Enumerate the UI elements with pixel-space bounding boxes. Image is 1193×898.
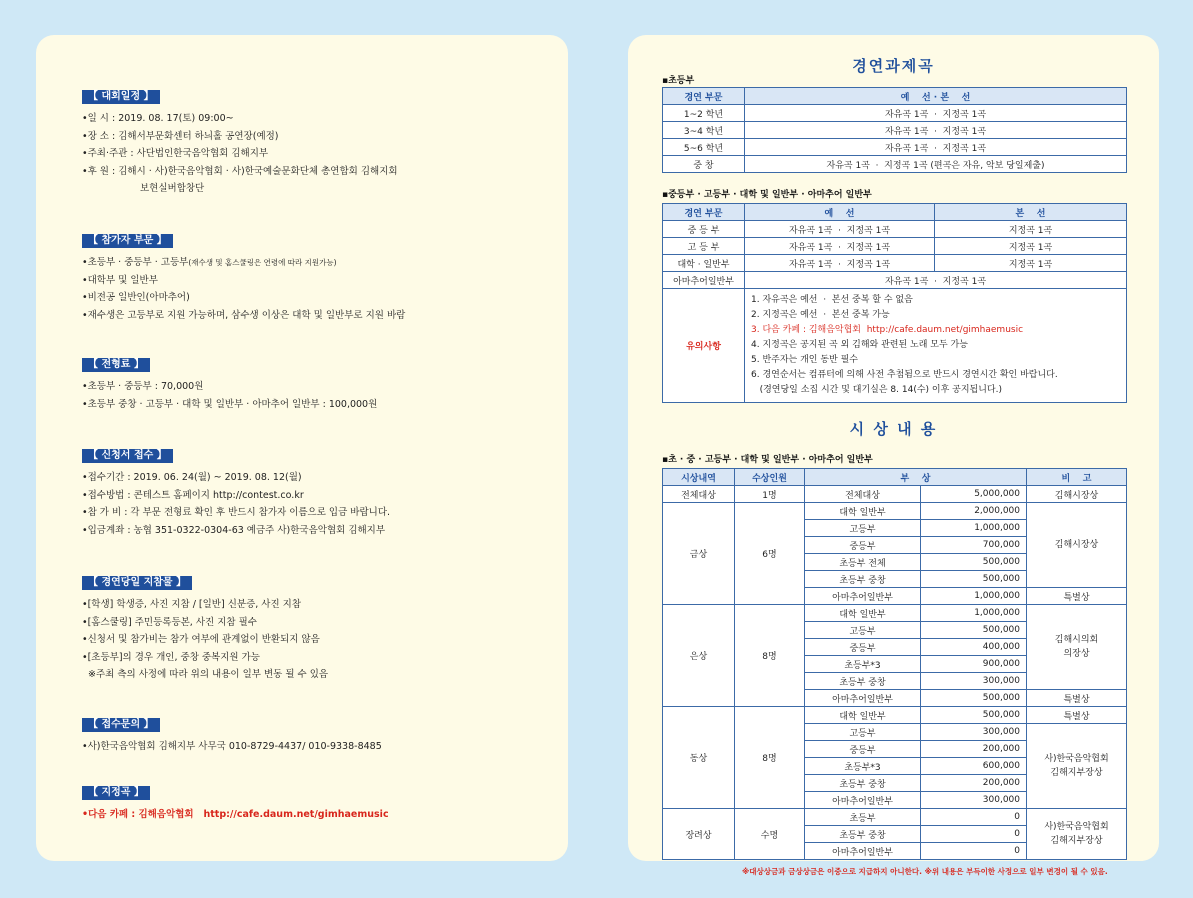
notes-label: 유의사항 <box>663 289 745 403</box>
note-line: 4. 지정곡은 공지된 곡 외 김해와 관련된 노래 모두 가능 <box>751 340 968 350</box>
cell: 자유곡 1곡 · 지정곡 1곡 <box>745 105 1127 122</box>
section-title: 【 전형료 】 <box>82 358 150 372</box>
participants-section <box>82 228 542 324</box>
award-note-cell: 김해시장상 <box>1027 503 1127 588</box>
award-note-cell: 김해시의회 의장상 <box>1027 605 1127 690</box>
section-title: 【 지정곡 】 <box>82 786 150 800</box>
fee-section <box>82 352 542 413</box>
award-label: ▪초 · 중 · 고등부 · 대학 및 일반부 · 아마추어 일반부 <box>662 455 873 465</box>
mid-label: ▪중등부 · 고등부 · 대학 및 일반부 · 아마추어 일반부 <box>662 190 872 200</box>
award-category-cell: 아마추어일반부 <box>805 690 921 707</box>
table-row <box>663 707 1127 724</box>
awards-title: 시 상 내 용 <box>849 420 938 438</box>
cell: 1~2 학년 <box>663 105 745 122</box>
text-line: •재수생은 고등부로 지원 가능하며, 삼수생 이상은 대학 및 일반부로 지원 바람 <box>82 309 406 321</box>
award-count-cell: 8명 <box>735 605 805 707</box>
award-amount-cell: 0 <box>921 809 1027 826</box>
award-name-cell: 은상 <box>663 605 735 707</box>
award-amount-cell: 300,000 <box>921 724 1027 741</box>
award-amount-cell: 700,000 <box>921 537 1027 554</box>
award-category-cell: 중등부 <box>805 639 921 656</box>
award-category-cell: 고등부 <box>805 520 921 537</box>
table-row <box>663 238 1127 255</box>
text-line: •주최·주관 : 사단법인한국음악협회 김해지부 <box>82 148 269 159</box>
cell: 자유곡 1곡 · 지정곡 1곡 <box>745 238 935 255</box>
guide-lines <box>82 596 542 684</box>
cell: 김해시장상 <box>1027 486 1127 503</box>
col-header: 비 고 <box>1027 469 1127 486</box>
award-amount-cell: 900,000 <box>921 656 1027 673</box>
award-amount-cell: 600,000 <box>921 758 1027 775</box>
table-row <box>663 221 1127 238</box>
text-line: •참 가 비 : 각 부문 전형료 확인 후 반드시 참가자 이름으로 입금 바랍니다. <box>82 507 391 518</box>
text-line: •사)한국음악협회 김해지부 사무국 010-8729-4437/ 010-9338-8485 <box>82 741 382 752</box>
award-table <box>662 468 1127 860</box>
cell: 전체대상 <box>663 486 735 503</box>
text-line: •후 원 : 김해시 · 사)한국음악협회 · 사)한국예술문화단체 총연합회 김해지회 <box>82 165 398 177</box>
schedule-section <box>82 84 542 198</box>
text-line <box>82 254 542 272</box>
cell: 자유곡 1곡 · 지정곡 1곡 (편곡은 자유, 악보 당일제출) <box>745 156 1127 173</box>
section-title: 【 대회일정 】 <box>82 90 160 104</box>
award-note-cell: 특별상 <box>1027 588 1127 605</box>
inquiry-section <box>82 712 542 756</box>
award-count-cell: 8명 <box>735 707 805 809</box>
award-amount-cell: 2,000,000 <box>921 503 1027 520</box>
award-count-cell: 6명 <box>735 503 805 605</box>
table-row <box>663 122 1127 139</box>
text-line: •[학생] 학생증, 사진 지참 / [일반] 신분증, 사진 지참 <box>82 599 302 610</box>
award-category-cell: 초등부*3 <box>805 656 921 673</box>
cell: 전체대상 <box>805 486 921 503</box>
award-note-cell: 특별상 <box>1027 707 1127 724</box>
foot-note: ※대상상금과 금상상금은 이중으로 지급하지 아니한다. ※위 내용은 부득이한 사정으로 일부 변경이 될 수 있음. <box>742 867 1108 876</box>
schedule-lines <box>82 110 542 198</box>
cell: 자유곡 1곡 · 지정곡 1곡 <box>745 122 1127 139</box>
table-row <box>663 105 1127 122</box>
text-line: •일 시 : 2019. 08. 17(토) 09:00~ <box>82 113 234 124</box>
cell: 중 창 <box>663 156 745 173</box>
col-header: 예 선 <box>745 204 935 221</box>
text-line: •[홈스쿨링] 주민등록등본, 사진 지참 필수 <box>82 616 257 628</box>
col-header: 본 선 <box>935 204 1127 221</box>
cell: 1명 <box>735 486 805 503</box>
award-category-cell: 중등부 <box>805 741 921 758</box>
section-title: 【 접수문의 】 <box>82 718 160 732</box>
application-lines <box>82 469 542 539</box>
col-header: 시상내역 <box>663 469 735 486</box>
notes-cell <box>745 289 1127 403</box>
note-line: (경연당일 소집 시간 및 대기실은 8. 14(수) 이후 공지됩니다.) <box>751 385 1002 395</box>
section-title: 【 참가자 부문 】 <box>82 234 173 248</box>
table-row <box>663 156 1127 173</box>
table-row <box>663 255 1127 272</box>
award-name-cell: 장려상 <box>663 809 735 860</box>
text-line: •대학부 및 일반부 <box>82 274 158 286</box>
table-header-row <box>663 88 1127 105</box>
note-line: 2. 지정곡은 예선 · 본선 중복 가능 <box>751 310 890 320</box>
award-category-cell: 아마추어일반부 <box>805 588 921 605</box>
text-line: •입금계좌 : 농협 351-0322-0304-63 예금주 사)한국음악협회 김해지부 <box>82 524 386 536</box>
participants-lines <box>82 254 542 324</box>
cell: 5~6 학년 <box>663 139 745 156</box>
text-line: •[초등부]의 경우 개인, 중창 중복지원 가능 <box>82 651 260 663</box>
award-category-cell: 초등부 전체 <box>805 554 921 571</box>
award-amount-cell: 500,000 <box>921 707 1027 724</box>
award-category-cell: 고등부 <box>805 622 921 639</box>
fee-lines <box>82 378 542 413</box>
award-amount-cell: 1,000,000 <box>921 605 1027 622</box>
award-category-cell: 아마추어일반부 <box>805 792 921 809</box>
award-amount-cell: 200,000 <box>921 741 1027 758</box>
note-line: 5. 반주자는 개인 동반 필수 <box>751 355 858 365</box>
cell: 자유곡 1곡 · 지정곡 1곡 <box>745 139 1127 156</box>
cell: 지정곡 1곡 <box>935 238 1127 255</box>
mid-table <box>662 203 1127 403</box>
award-category-cell: 아마추어일반부 <box>805 843 921 860</box>
col-header: 예 선 · 본 선 <box>745 88 1127 105</box>
text-line: •비전공 일반인(아마추어) <box>82 292 190 303</box>
cell: 3~4 학년 <box>663 122 745 139</box>
award-category-cell: 대학 일반부 <box>805 503 921 520</box>
elem-table <box>662 87 1127 173</box>
text-line: ※주최 측의 사정에 따라 위의 내용이 일부 변동 될 수 있음 <box>82 669 329 680</box>
award-amount-cell: 1,000,000 <box>921 520 1027 537</box>
award-category-cell: 초등부 중창 <box>805 826 921 843</box>
cafe-link[interactable]: •다음 카페 : 김해음악협회 http://cafe.daum.net/gimhaemusic <box>82 809 389 820</box>
cell: 지정곡 1곡 <box>935 221 1127 238</box>
award-category-cell: 대학 일반부 <box>805 605 921 622</box>
cell: 대학 · 일반부 <box>663 255 745 272</box>
text-line: •접수방법 : 콘테스트 홈페이지 http://contest.co.kr <box>82 489 304 501</box>
award-amount-cell: 500,000 <box>921 554 1027 571</box>
table-row <box>663 605 1127 622</box>
cell: 자유곡 1곡 · 지정곡 1곡 <box>745 255 935 272</box>
designated-section <box>82 780 542 824</box>
award-amount-cell: 300,000 <box>921 792 1027 809</box>
cell: 아마추어일반부 <box>663 272 745 289</box>
award-amount-cell: 400,000 <box>921 639 1027 656</box>
award-name-cell: 동상 <box>663 707 735 809</box>
col-header: 수상인원 <box>735 469 805 486</box>
table-row <box>663 139 1127 156</box>
award-body <box>663 486 1127 860</box>
table-header-row <box>663 204 1127 221</box>
table-row <box>663 503 1127 520</box>
cell: 중 등 부 <box>663 221 745 238</box>
text-small: (재수생 및 홈스쿨링은 연령에 따라 지원가능) <box>188 258 337 267</box>
award-category-cell: 초등부*3 <box>805 758 921 775</box>
col-header: 부 상 <box>805 469 1027 486</box>
designated-lines <box>82 806 542 824</box>
note-line: 6. 경연순서는 컴퓨터에 의해 사전 추첨됨으로 반드시 경연시간 확인 바랍니다. <box>751 370 1058 380</box>
cell: 지정곡 1곡 <box>935 255 1127 272</box>
award-amount-cell: 0 <box>921 843 1027 860</box>
award-name-cell: 금상 <box>663 503 735 605</box>
table-row <box>663 486 1127 503</box>
award-note-cell: 사)한국음악협회 김해지부장상 <box>1027 809 1127 860</box>
text-line: •접수기간 : 2019. 06. 24(월) ~ 2019. 08. 12(월) <box>82 472 302 483</box>
cell: 고 등 부 <box>663 238 745 255</box>
section-title: 【 경연당일 지참물 】 <box>82 576 192 590</box>
notes-row <box>663 289 1127 403</box>
inquiry-lines <box>82 738 542 756</box>
table-row <box>663 272 1127 289</box>
award-category-cell: 초등부 중창 <box>805 775 921 792</box>
award-amount-cell: 1,000,000 <box>921 588 1027 605</box>
award-amount-cell: 0 <box>921 826 1027 843</box>
award-amount-cell: 500,000 <box>921 690 1027 707</box>
cell: 5,000,000 <box>921 486 1027 503</box>
text-line: •장 소 : 김해서부문화센터 하늬홀 공연장(예정) <box>82 130 279 142</box>
contest-songs-title: 경연과제곡 <box>852 57 935 75</box>
award-note-cell: 특별상 <box>1027 690 1127 707</box>
award-amount-cell: 200,000 <box>921 775 1027 792</box>
text-line: •초등부 중창 · 고등부 · 대학 및 일반부 · 아마추어 일반부 : 100,000원 <box>82 398 378 410</box>
text-main: •초등부 · 중등부 · 고등부 <box>82 257 189 268</box>
award-amount-cell: 500,000 <box>921 571 1027 588</box>
note-line[interactable]: 3. 다음 카페 : 김해음악협회 http://cafe.daum.net/gimhaemusic <box>751 325 1024 335</box>
award-amount-cell: 500,000 <box>921 622 1027 639</box>
award-amount-cell: 300,000 <box>921 673 1027 690</box>
table-row <box>663 809 1127 826</box>
award-category-cell: 초등부 중창 <box>805 571 921 588</box>
cell: 자유곡 1곡 · 지정곡 1곡 <box>745 221 935 238</box>
note-line: 1. 자유곡은 예선 · 본선 중복 할 수 없음 <box>751 295 913 305</box>
award-note-cell: 사)한국음악협회 김해지부장상 <box>1027 724 1127 809</box>
award-category-cell: 초등부 중창 <box>805 673 921 690</box>
section-title: 【 신청서 접수 】 <box>82 449 173 463</box>
award-category-cell: 초등부 <box>805 809 921 826</box>
col-header: 경연 부문 <box>663 204 745 221</box>
award-category-cell: 대학 일반부 <box>805 707 921 724</box>
award-count-cell: 수명 <box>735 809 805 860</box>
col-header: 경연 부문 <box>663 88 745 105</box>
cell: 자유곡 1곡 · 지정곡 1곡 <box>745 272 1127 289</box>
text-line: 보현실버합창단 <box>140 183 205 194</box>
text-line: •초등부 · 중등부 : 70,000원 <box>82 381 204 392</box>
award-category-cell: 중등부 <box>805 537 921 554</box>
table-header-row <box>663 469 1127 486</box>
award-category-cell: 고등부 <box>805 724 921 741</box>
guide-section <box>82 570 542 684</box>
application-section <box>82 443 542 539</box>
elem-label: ▪초등부 <box>662 76 695 86</box>
text-line: •신청서 및 참가비는 참가 여부에 관계없이 반환되지 않음 <box>82 634 320 645</box>
